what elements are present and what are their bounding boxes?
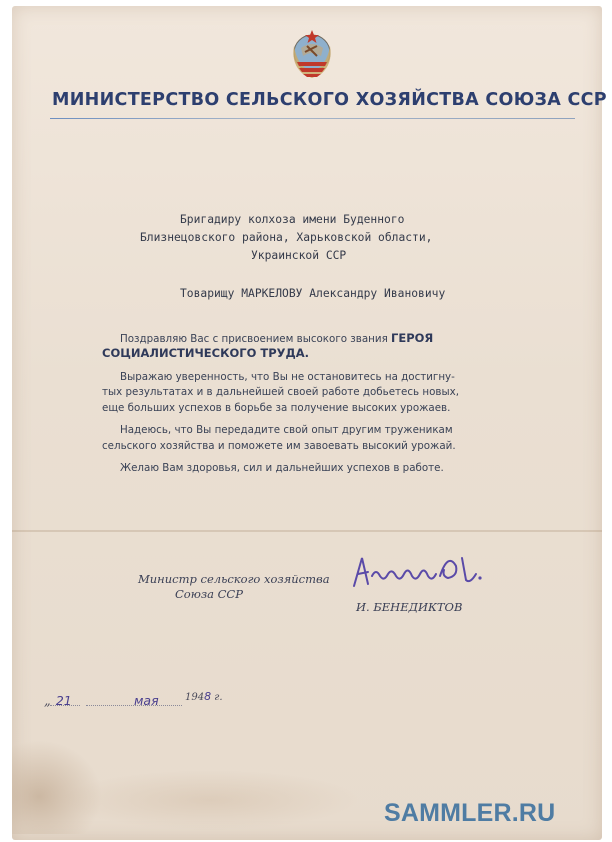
dotted-line <box>50 705 80 707</box>
body-text: Поздравляю Вас с присвоением высокого звания <box>120 333 392 345</box>
body-line: Надеюсь, что Вы передадите свой опыт другим труженикам <box>120 424 453 436</box>
body-line: сельского хозяйства и поможете им завоевать высокий урожай. <box>102 440 456 452</box>
paper-stain <box>60 770 360 830</box>
signatory-title: Министр сельского хозяйства <box>138 572 330 586</box>
date-year-suffix: 8 <box>204 690 212 703</box>
dotted-line <box>86 705 182 707</box>
addressee-line: Украинской ССР <box>251 249 347 262</box>
watermark: SAMMLER.RU <box>384 799 556 827</box>
body-line: тых результатах и в дальнейшей своей работе добьетесь новых, <box>102 386 459 398</box>
handwritten-signature <box>348 546 488 596</box>
ministry-title: МИНИСТЕРСТВО СЕЛЬСКОГО ХОЗЯЙСТВА СОЮЗА ССР <box>52 90 607 110</box>
body-line: Желаю Вам здоровья, сил и дальнейших успехов в работе. <box>120 462 444 474</box>
body-line: еще больших успехов в борьбе за получение высоких урожаев. <box>102 402 451 414</box>
fold-line <box>12 530 602 532</box>
body-line: Выражаю уверенность, что Вы не остановитесь на достигну- <box>120 371 455 383</box>
date-month: мая <box>134 693 159 708</box>
header-rule <box>50 118 575 119</box>
state-emblem-icon <box>283 26 341 84</box>
addressee-line: Близнецовского района, Харьковской области, <box>140 231 433 244</box>
addressee-line: Бригадиру колхоза имени Буденного <box>180 213 405 226</box>
date-year-prefix: 194 <box>185 692 205 703</box>
document-sheet <box>12 6 607 840</box>
signatory-name: И. БЕНЕДИКТОВ <box>356 600 463 614</box>
date-year <box>185 690 223 703</box>
addressee-name: Товарищу МАРКЕЛОВУ Александру Ивановичу <box>180 287 446 300</box>
title-socialist-labor: СОЦИАЛИСТИЧЕСКОГО ТРУДА. <box>102 346 310 360</box>
paragraph-congratulation <box>120 331 530 345</box>
date-day: 21 <box>55 693 72 708</box>
title-hero: ГЕРОЯ <box>391 331 434 345</box>
date-line: „ 21 <box>44 693 72 709</box>
signatory-title: Союза ССР <box>175 587 243 601</box>
date-year-abbr: г. <box>214 692 223 703</box>
